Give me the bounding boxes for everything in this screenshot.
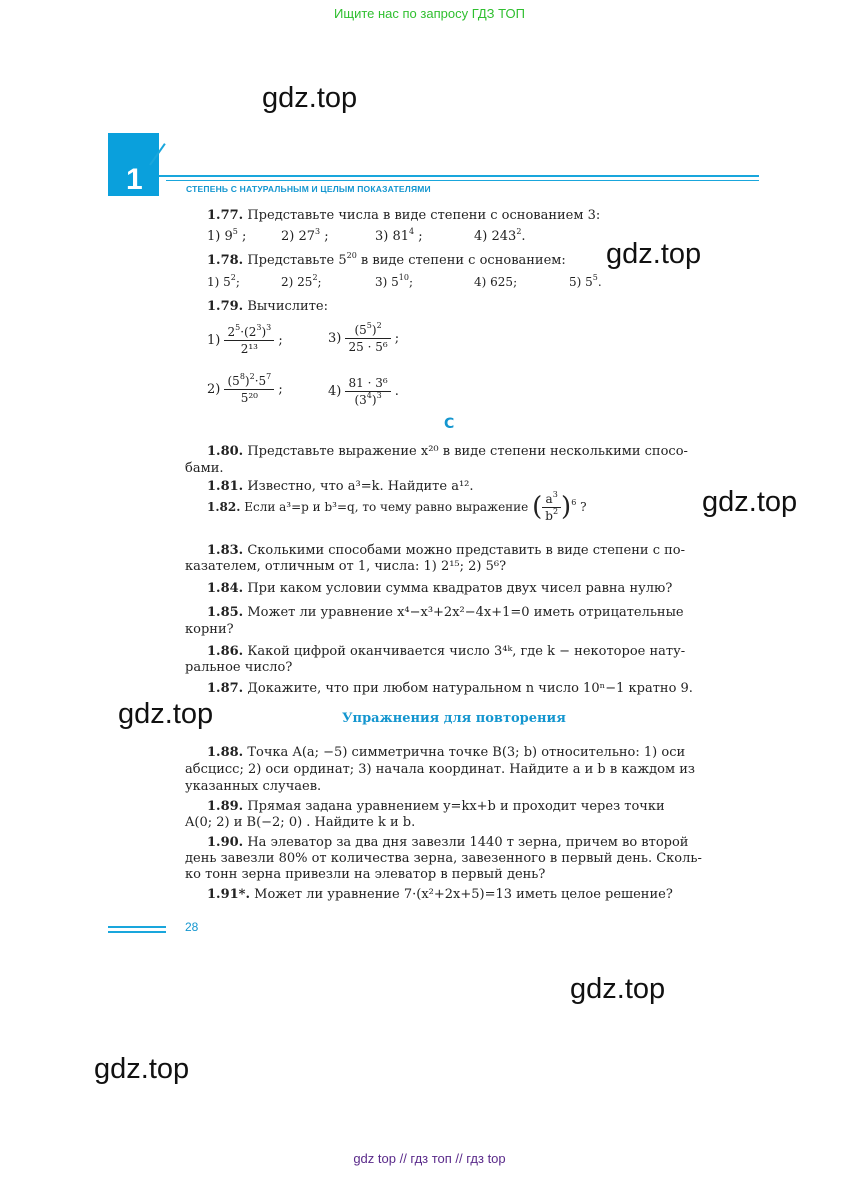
section-heading-repeat: Упражнения для повторения <box>342 711 566 726</box>
watermark: gdz.top <box>94 1053 190 1085</box>
problem-1-83-cont: казателем, отличным от 1, числа: 1) 2¹⁵; 2) 5⁶? <box>185 559 507 574</box>
problem-1-79-expr-3: 3) $\frac{(5^5)^2}{\text{25 · 5⁶}}$ ; <box>328 321 400 354</box>
problem-1-79-expr-1: 1) $\frac{2^5\cdot(2^3)^3}{\text{2¹³}}$ ; <box>207 323 283 356</box>
chapter-title: СТЕПЕНЬ С НАТУРАЛЬНЫМ И ЦЕЛЫМ ПОКАЗАТЕЛЯМИ <box>186 184 431 194</box>
problem-1-80-cont: бами. <box>185 461 224 476</box>
problem-1-79-expr-2: 2) $\frac{(5^8)^2\cdot 5^7}{\text{5²⁰}}$ ; <box>207 372 283 405</box>
problem-1-88-cont: указанных случаев. <box>185 779 322 794</box>
problem-1-88-cont: абсцисс; 2) оси ординат; 3) начала координат. Найдите a и b в каждом из <box>185 762 695 777</box>
problem-1-80: 1.80. Представьте выражение x²⁰ в виде степени несколькими спосо- <box>207 444 688 459</box>
watermark: gdz.top <box>606 238 702 270</box>
problem-1-81: 1.81. Известно, что a³=k. Найдите a¹². <box>207 479 474 494</box>
problem-1-91: 1.91*. Может ли уравнение 7·(x²+2x+5)=13 иметь целое решение? <box>207 887 673 902</box>
problem-1-79: 1.79. Вычислите: <box>207 299 328 314</box>
problem-1-78: 1.78. Представьте $5^{20}$ в виде степени с основанием: <box>207 251 566 268</box>
problem-1-87: 1.87. Докажите, что при любом натуральном n число 10ⁿ−1 кратно 9. <box>207 681 693 696</box>
problem-1-90-cont: день завезли 80% от количества зерна, завезенного в первый день. Сколь- <box>185 851 702 866</box>
problem-1-83: 1.83. Сколькими способами можно представить в виде степени с по- <box>207 543 686 558</box>
problem-1-85: 1.85. Может ли уравнение x⁴−x³+2x²−4x+1=0 иметь отрицательные <box>207 605 684 620</box>
watermark: gdz.top <box>570 973 666 1005</box>
problem-1-90: 1.90. На элеватор за два дня завезли 1440 т зерна, причем во второй <box>207 835 689 850</box>
problem-1-90-cont: ко тонн зерна привезли на элеватор в первый день? <box>185 867 546 882</box>
problem-1-86: 1.86. Какой цифрой оканчивается число 3⁴ᵏ, где k − некоторое нату- <box>207 644 686 659</box>
watermark: gdz.top <box>702 486 798 518</box>
top-banner: Ищите нас по запросу ГДЗ ТОП <box>334 6 525 21</box>
header-rule <box>166 180 759 181</box>
chapter-number: 1 <box>126 163 143 196</box>
problem-1-89-cont: A(0; 2) и B(−2; 0) . Найдите k и b. <box>185 815 416 830</box>
problem-1-84: 1.84. При каком условии сумма квадратов двух чисел равна нулю? <box>207 581 673 596</box>
header-rule <box>159 175 759 177</box>
footer-rule <box>108 931 166 933</box>
problem-1-85-cont: корни? <box>185 622 234 637</box>
footer-rule <box>108 926 166 928</box>
problem-1-82: 1.82. Если a³=p и b³=q, то чему равно выражение ( $\frac{a^3}{b^2}$ )$^6$ ? <box>207 490 587 523</box>
watermark: gdz.top <box>262 82 358 114</box>
problem-1-79-expr-4: 4) $\frac{\text{81 · 3⁶}}{(3^4)^3}$ . <box>328 376 399 407</box>
problem-1-89: 1.89. Прямая задана уравнением y=kx+b и проходит через точки <box>207 799 665 814</box>
problem-1-86-cont: ральное число? <box>185 660 293 675</box>
footer-links: gdz top // гдз топ // гдз top <box>353 1151 506 1166</box>
problem-1-88: 1.88. Точка A(a; −5) симметрична точке B(3; b) относительно: 1) оси <box>207 745 686 760</box>
section-heading-c: C <box>444 416 455 432</box>
problem-1-77: 1.77. Представьте числа в виде степени с основанием 3: <box>207 208 601 223</box>
watermark: gdz.top <box>118 698 214 730</box>
page-number: 28 <box>185 920 199 934</box>
